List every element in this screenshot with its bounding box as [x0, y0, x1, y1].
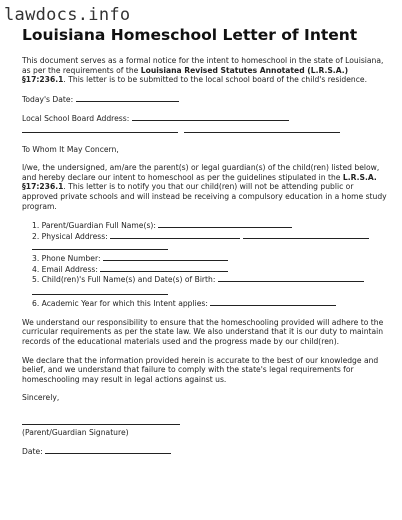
salutation: To Whom It May Concern, — [22, 144, 119, 154]
intro-paragraph — [22, 56, 388, 85]
date-row — [22, 446, 388, 457]
date-line[interactable] — [45, 446, 171, 454]
todays-date-line[interactable] — [76, 94, 179, 102]
children-label: 5. Child(ren)'s Full Name(s) and Date(s) of Birth: — [32, 275, 216, 285]
field-children-cont — [32, 287, 388, 298]
field-phone — [32, 253, 388, 264]
field-address-cont — [32, 242, 388, 253]
intro-text-2: . This letter is to be submitted to the local school board of the child's residence. — [63, 75, 367, 85]
declaration-statute: L.R.S.A. §17:236.1 — [22, 172, 377, 192]
declaration-text-1: I/we, the undersigned, am/are the parent(s) or legal guardian(s) of the child(ren) listed below, and hereby declare our intent to homeschool as per the guidelines stipulated in the — [22, 163, 380, 182]
academic-year-label: 6. Academic Year for which this Intent applies: — [32, 299, 208, 309]
school-board-line-3[interactable] — [184, 125, 340, 133]
declaration-paragraph — [22, 163, 388, 211]
intro-statute: Louisiana Revised Statutes Annotated (L.R.S.A.) §17:236.1 — [22, 65, 349, 85]
address-line-3[interactable] — [32, 242, 168, 250]
field-children — [32, 274, 388, 285]
declaration-text-2: . This letter is to notify you that our child(ren) will not be attending public or approved private schools and will instead be receiving a compulsory education in a home study program. — [22, 182, 387, 211]
field-address — [32, 231, 388, 242]
phone-label: 3. Phone Number: — [32, 253, 101, 263]
signature-label: (Parent/Guardian Signature) — [22, 427, 129, 437]
school-board-row-2 — [22, 125, 388, 136]
document-body — [22, 56, 388, 457]
accuracy-paragraph: We declare that the information provided herein is accurate to the best of our knowledge and belief, and we understand that failure to comply with the state's legal requirements for homeschooling may result in legal actions against us. — [22, 355, 379, 384]
address-line-1[interactable] — [110, 231, 240, 239]
school-board-row — [22, 113, 388, 124]
email-line[interactable] — [100, 264, 228, 272]
address-line-2[interactable] — [243, 231, 369, 239]
responsibility-paragraph: We understand our responsibility to ensure that the homeschooling provided will adhere to the curricular requirements as per the state law. We also understand that it is our duty to maintain records of the educational materials used and the progress made by our child(ren). — [22, 317, 384, 347]
field-parent-name — [32, 220, 388, 231]
academic-year-line[interactable] — [210, 298, 336, 306]
document-title: Louisiana Homeschool Letter of Intent — [22, 26, 358, 44]
children-line-2[interactable] — [32, 287, 168, 295]
school-board-line-2[interactable] — [22, 125, 178, 133]
email-label: 4. Email Address: — [32, 264, 98, 274]
phone-line[interactable] — [103, 253, 228, 261]
site-logo: lawdocs.info — [4, 5, 131, 25]
todays-date-label: Today's Date: — [22, 94, 74, 104]
school-board-line-1[interactable] — [132, 113, 289, 121]
closing: Sincerely, — [22, 393, 60, 403]
signature-row — [22, 417, 388, 428]
school-board-label: Local School Board Address: — [22, 114, 130, 124]
parent-name-label: 1. Parent/Guardian Full Name(s): — [32, 221, 156, 231]
todays-date-row — [22, 94, 388, 105]
intro-text-1: This document serves as a formal notice for the intent to homeschool in the state of Louisiana, as per the requirements of the — [22, 56, 384, 75]
signature-line[interactable] — [22, 417, 180, 425]
parent-name-line[interactable] — [158, 220, 292, 228]
address-label: 2. Physical Address: — [32, 231, 108, 241]
field-academic-year — [32, 298, 388, 309]
date-label: Date: — [22, 447, 43, 457]
field-email — [32, 264, 388, 275]
fields-list — [22, 220, 388, 309]
children-line[interactable] — [218, 274, 364, 282]
